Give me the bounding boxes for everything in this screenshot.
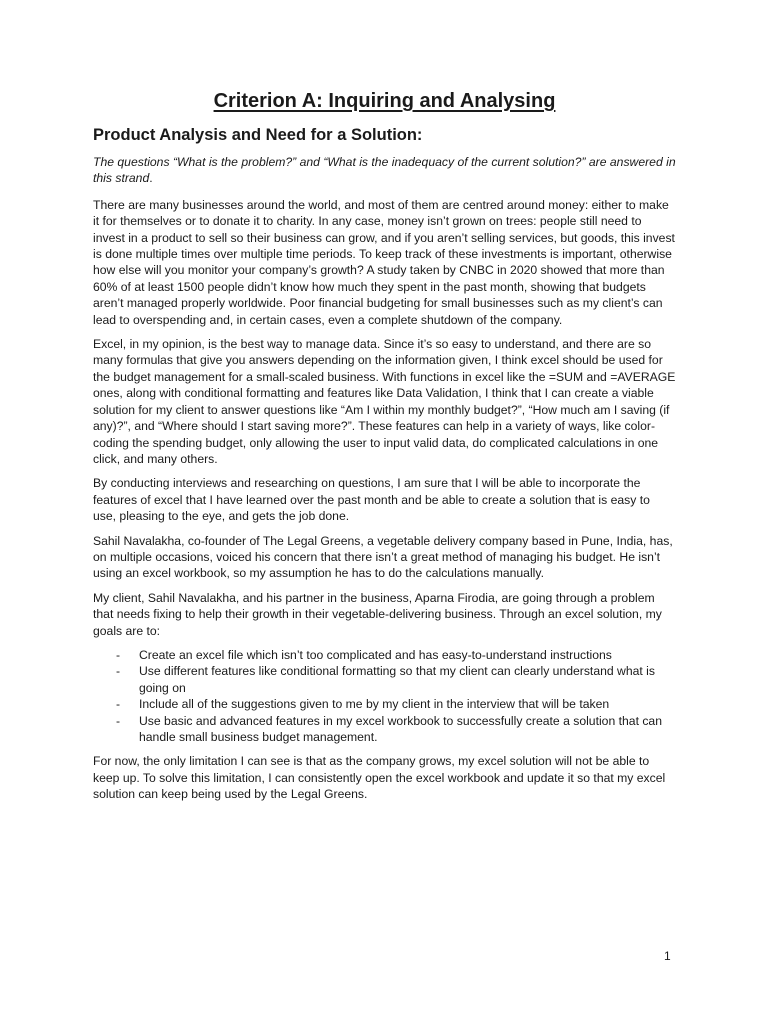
body-paragraph-3: By conducting interviews and researching on questions, I am sure that I will be able to incorporate the features of excel that I have learned over the past month and be able to create a solution that is easy to use, pleasing to the eye, and gets the job done. xyxy=(93,476,650,524)
intro-paragraph xyxy=(93,154,676,187)
goal-text: Use different features like conditional formatting so that my client can clearly understand what is going on xyxy=(139,664,655,695)
bullet-dash: - xyxy=(116,647,121,662)
goals-list xyxy=(93,647,676,745)
bullet-dash: - xyxy=(116,713,121,728)
bullet-dash: - xyxy=(116,664,121,679)
list-item xyxy=(93,647,676,663)
goal-text: Use basic and advanced features in my excel workbook to successfully create a solution that can handle small business budget management. xyxy=(139,713,662,744)
bullet-dash: - xyxy=(116,697,121,712)
intro-period: . xyxy=(149,171,153,186)
goal-text: Create an excel file which isn’t too complicated and has easy-to-understand instructions xyxy=(139,647,612,662)
body-paragraph-2: Excel, in my opinion, is the best way to manage data. Since it’s so easy to understand, and there are so many formulas that give you answers depending on the information given, I think excel should be used for the budget management for a small-scaled business. With functions in excel like the =SUM and =AVERAGE ones, along with conditional formatting and features like Data Validation, I think that I can create a viable solution for my client to answer questions like “Am I within my monthly budget?”, “How much am I saving (if any)?”, and “Where should I start saving more?”. These features can help in a variety of ways, like color-coding the spending budget, only allowing the user to input valid data, do complicated calculations in one click, and many others. xyxy=(93,337,676,466)
body-paragraph-5: My client, Sahil Navalakha, and his partner in the business, Aparna Firodia, are going through a problem that needs fixing to help their growth in their vegetable-delivering business. Through an excel solution, my goals are to: xyxy=(93,590,662,638)
page-number: 1 xyxy=(664,949,671,963)
goal-text: Include all of the suggestions given to me by my client in the interview that will be taken xyxy=(139,697,610,712)
intro-text: The questions “What is the problem?” and “What is the inadequacy of the current solution?” are answered in this strand xyxy=(93,155,676,186)
document-title: Criterion A: Inquiring and Analysing xyxy=(213,90,556,112)
document-body xyxy=(93,154,676,811)
list-item xyxy=(93,713,676,746)
section-heading: Product Analysis and Need for a Solution: xyxy=(93,126,423,144)
body-paragraph-1: There are many businesses around the world, and most of them are centred around money: either to make it for themselves or to donate it to charity. In any case, money isn’t grown on trees: people still need to invest in a product to sell so their business can grow, and if you aren’t selling services, but goods, this invest is done multiple times over multiple time periods. To keep track of these investments is important, otherwise how else will you monitor your company’s growth? A study taken by CNBC in 2020 showed that more than 60% of at least 1500 people didn’t know how much they spent in the past month, showing that budgets aren’t managed properly worldwide. Poor financial budgeting for small businesses such as my client’s can lead to overspending and, in certain cases, even a complete shutdown of the company. xyxy=(93,197,675,327)
body-paragraph-4: Sahil Navalakha, co-founder of The Legal Greens, a vegetable delivery company based in Pune, India, has, on multiple occasions, voiced his concern that there isn’t a great method of managing his budget. He isn’t using an excel workbook, so my assumption he has to do the calculations manually. xyxy=(93,533,673,581)
list-item xyxy=(93,696,676,712)
closing-paragraph: For now, the only limitation I can see is that as the company grows, my excel solution will not be able to keep up. To solve this limitation, I can consistently open the excel workbook and update it so that my excel solution can keep being used by the Legal Greens. xyxy=(93,754,666,802)
list-item xyxy=(93,663,676,696)
